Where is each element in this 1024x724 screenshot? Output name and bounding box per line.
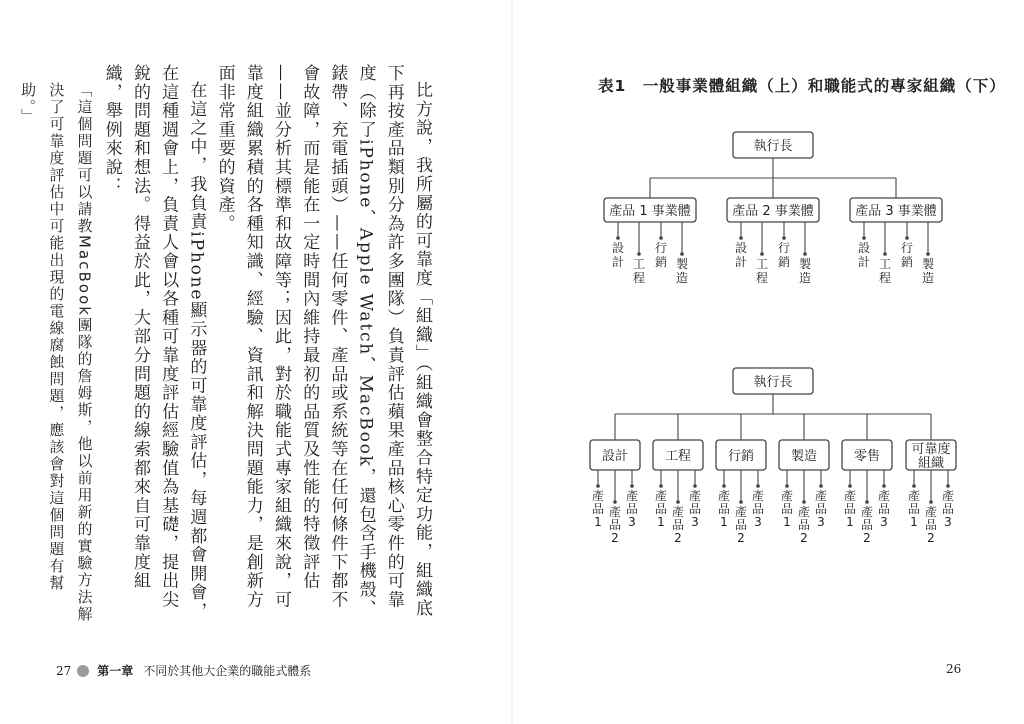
product-connector-dot [596, 484, 600, 488]
product-label-char: 產 [860, 505, 874, 519]
page-number-right: 26 [946, 662, 962, 676]
product-connector-dot [819, 484, 823, 488]
product-label-char: 3 [817, 515, 825, 529]
func-label-reliability-2: 組織 [917, 456, 945, 471]
product-label-char: 品 [591, 502, 605, 516]
product-label-char: 產 [625, 489, 639, 503]
body-text [19, 64, 436, 624]
product-label-char: 產 [688, 489, 702, 503]
func-1-1-char-1: 設 [611, 241, 625, 255]
product-label-char: 3 [691, 515, 699, 529]
product-label-char: 品 [717, 502, 731, 516]
svg-text:程: 程 [755, 271, 769, 285]
func-label-engineering: 工程 [664, 449, 692, 464]
product-label-char: 3 [880, 515, 888, 529]
product-label-char: 產 [797, 505, 811, 519]
product-label-char: 3 [628, 515, 636, 529]
top-org-chart [604, 132, 942, 285]
apple-logo-icon [77, 665, 89, 677]
product-label-char: 產 [591, 489, 605, 503]
svg-text:銷: 銷 [777, 255, 791, 269]
svg-text:造: 造 [921, 271, 935, 285]
product-label-char: 1 [594, 515, 602, 529]
product-label-char: 3 [754, 515, 762, 529]
left-footer [56, 662, 311, 679]
product-label-char: 品 [688, 502, 702, 516]
unit-label-2: 產品 2 事業體 [732, 204, 814, 219]
svg-text:製: 製 [921, 257, 935, 271]
product-connector-dot [848, 484, 852, 488]
product-label-char: 產 [843, 489, 857, 503]
product-label-char: 產 [717, 489, 731, 503]
product-label-char: 1 [720, 515, 728, 529]
product-label-char: 產 [734, 505, 748, 519]
product-label-char: 2 [611, 531, 619, 545]
func-label-design: 設計 [601, 449, 629, 464]
func-1-2-char-2: 程 [632, 271, 646, 285]
quote-paragraph: 「這個問題可以請教MacBook團隊的詹姆斯，他以前用新的實驗方法解決了可靠度評估中可能出現的電線腐蝕問題，應該會對這個問題有幫助。」 [19, 81, 93, 623]
svg-text:造: 造 [798, 271, 812, 285]
product-label-char: 產 [924, 505, 938, 519]
func-1-3-char-2: 銷 [654, 255, 668, 269]
product-label-char: 品 [671, 518, 685, 532]
func-1-4-char-2: 造 [675, 271, 689, 285]
unit-label-1: 產品 1 事業體 [609, 204, 691, 219]
product-label-char: 品 [780, 502, 794, 516]
product-label-char: 2 [737, 531, 745, 545]
product-connector-dot [722, 484, 726, 488]
unit-1-functions [612, 222, 688, 285]
product-label-char: 1 [910, 515, 918, 529]
org-charts [512, 0, 1024, 724]
product-columns [592, 470, 954, 545]
product-connector-dot [802, 500, 806, 504]
chapter-label: 第一章 [97, 664, 134, 678]
svg-text:行: 行 [900, 241, 914, 255]
product-label-char: 品 [654, 502, 668, 516]
product-label-char: 產 [907, 489, 921, 503]
product-label-char: 品 [625, 502, 639, 516]
unit-label-3: 產品 3 事業體 [855, 204, 937, 219]
func-label-reliability-1: 可靠度 [911, 442, 951, 457]
product-label-char: 產 [671, 505, 685, 519]
svg-text:設: 設 [734, 241, 748, 255]
product-label-char: 1 [657, 515, 665, 529]
func-1-1-char-2: 計 [611, 255, 625, 269]
product-label-char: 品 [797, 518, 811, 532]
func-label-retail: 零售 [853, 449, 881, 464]
svg-text:設: 設 [857, 241, 871, 255]
product-label-char: 品 [877, 502, 891, 516]
product-label-char: 品 [608, 518, 622, 532]
product-connector-dot [630, 484, 634, 488]
product-label-char: 3 [944, 515, 952, 529]
product-label-char: 產 [608, 505, 622, 519]
product-connector-dot [739, 500, 743, 504]
product-label-char: 品 [941, 502, 955, 516]
svg-text:計: 計 [857, 255, 871, 269]
product-label-char: 品 [924, 518, 938, 532]
product-label-char: 產 [654, 489, 668, 503]
product-label-char: 2 [927, 531, 935, 545]
paragraph-1: 比方說，我所屬的可靠度「組織」（組織會整合特定功能，組織底下再按產品類別分為許多團隊）負責評估蘋果產品核心零件的可靠度（除了iPhone、Apple Watch、MacBook，還包含手機殼、錶帶、充電插頭）——任何零件、產品或系統等在任何條件下都不會故障，而是能在一定時間內維持最初的品質及性能的特徵評估——並分析其標準和故障等；因此，對於職能式專家組織來說，可靠度組織累積的各種知識、經驗、資訊和解決問題能力，是創新方面非常重要的資產。 [214, 64, 432, 619]
func-label-marketing: 行銷 [727, 449, 755, 464]
product-connector-dot [676, 500, 680, 504]
svg-text:製: 製 [798, 257, 812, 271]
product-connector-dot [613, 500, 617, 504]
product-label-char: 品 [843, 502, 857, 516]
product-connector-dot [865, 500, 869, 504]
ceo-label-top: 執行長 [753, 139, 793, 154]
product-label-char: 產 [780, 489, 794, 503]
chapter-title: 不同於其他大企業的職能式體系 [143, 664, 312, 678]
product-connector-dot [785, 484, 789, 488]
svg-text:行: 行 [777, 241, 791, 255]
svg-text:計: 計 [734, 255, 748, 269]
svg-text:工: 工 [878, 257, 892, 271]
paragraph-2: 在這之中，我負責iPhone顯示器的可靠度評估，每週都會開會，在這種週會上，負責人會以各種可靠度評估經驗值為基礎，提出尖銳的問題和想法。得益於此，大部分問題的線索都來自可靠度組織，舉例來說： [101, 64, 207, 621]
func-label-manufacturing: 製造 [790, 449, 818, 464]
bottom-org-chart [590, 368, 956, 545]
product-label-char: 品 [734, 518, 748, 532]
func-1-4-char-1: 製 [675, 257, 689, 271]
svg-text:程: 程 [878, 271, 892, 285]
product-label-char: 產 [814, 489, 828, 503]
product-label-char: 產 [877, 489, 891, 503]
unit-2-functions [735, 222, 811, 285]
product-label-char: 品 [907, 502, 921, 516]
product-label-char: 1 [846, 515, 854, 529]
func-1-3-char-1: 行 [654, 241, 668, 255]
func-1-2-char-1: 工 [632, 257, 646, 271]
product-connector-dot [882, 484, 886, 488]
product-label-char: 2 [800, 531, 808, 545]
ceo-label-bottom: 執行長 [753, 375, 793, 390]
unit-3-functions [858, 222, 934, 285]
product-label-char: 2 [863, 531, 871, 545]
product-label-char: 品 [860, 518, 874, 532]
svg-text:工: 工 [755, 257, 769, 271]
page-number-left: 27 [56, 663, 72, 678]
product-label-char: 1 [783, 515, 791, 529]
product-connector-dot [659, 484, 663, 488]
product-label-char: 產 [751, 489, 765, 503]
figure-title: 表1 一般事業體組織（上）和職能式的專家組織（下） [598, 77, 1006, 95]
product-label-char: 品 [751, 502, 765, 516]
product-connector-dot [929, 500, 933, 504]
product-connector-dot [756, 484, 760, 488]
product-connector-dot [693, 484, 697, 488]
product-connector-dot [912, 484, 916, 488]
product-label-char: 產 [941, 489, 955, 503]
product-label-char: 品 [814, 502, 828, 516]
svg-text:銷: 銷 [900, 255, 914, 269]
right-page [512, 0, 1024, 724]
product-connector-dot [946, 484, 950, 488]
product-label-char: 2 [674, 531, 682, 545]
